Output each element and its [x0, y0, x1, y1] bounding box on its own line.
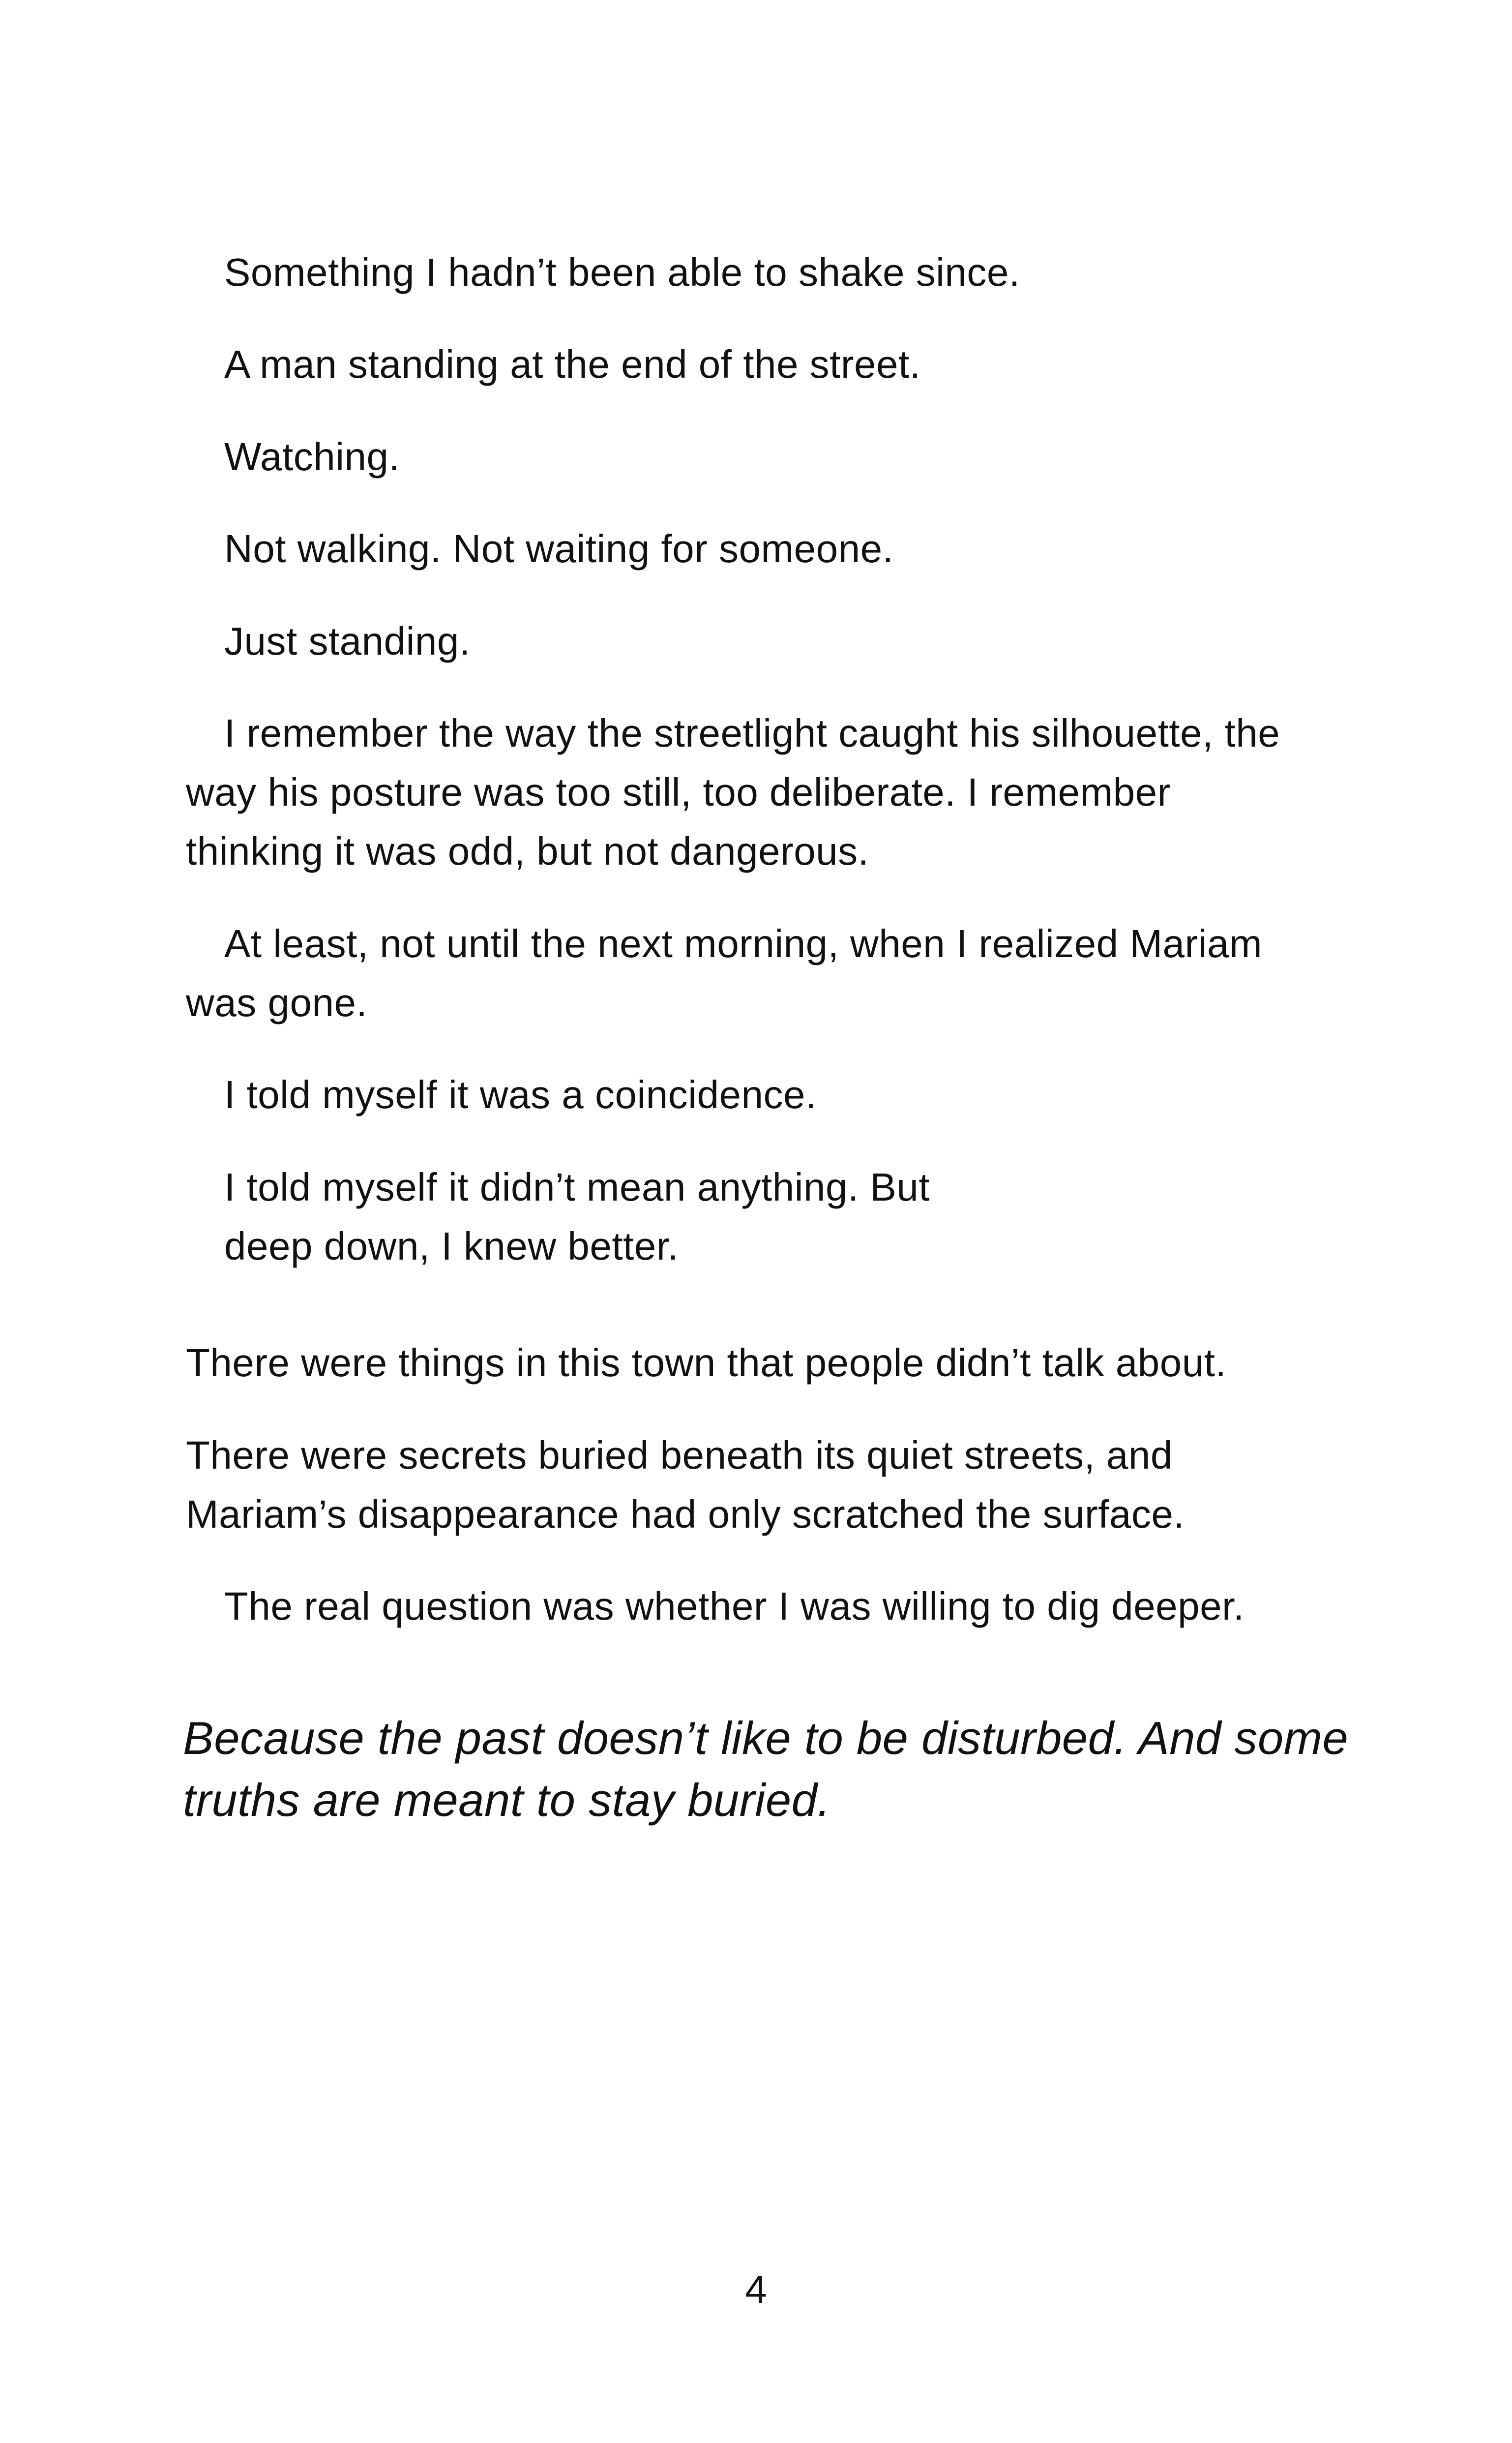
paragraph-line: Just standing.	[224, 619, 471, 663]
closing-line: Because the past doesn’t like to be disturbed. And some	[183, 1712, 1349, 1764]
paragraph-line: was gone.	[186, 981, 368, 1025]
paragraph-line: deep down, I knew better.	[224, 1224, 679, 1268]
paragraph-line: Mariam’s disappearance had only scratched the surface.	[186, 1492, 1185, 1536]
page-number: 4	[745, 2267, 767, 2311]
paragraph-line: There were secrets buried beneath its quiet streets, and	[186, 1433, 1173, 1477]
paragraph-line: Something I hadn’t been able to shake since.	[224, 250, 1020, 294]
paragraph-line: A man standing at the end of the street.	[224, 342, 921, 386]
paragraph-line: Not walking. Not waiting for someone.	[224, 527, 894, 571]
closing-line: truths are meant to stay buried.	[183, 1774, 830, 1826]
paragraph-line: The real question was whether I was willing to dig deeper.	[224, 1584, 1245, 1628]
paragraph-line: Watching.	[224, 435, 400, 479]
paragraph-line: I told myself it didn’t mean anything. But	[224, 1165, 930, 1209]
paragraph-line: thinking it was odd, but not dangerous.	[186, 829, 869, 873]
paragraph-line: I remember the way the streetlight caught his silhouette, the	[224, 711, 1280, 755]
paragraph-line: There were things in this town that people didn’t talk about.	[186, 1341, 1227, 1385]
paragraph-line: I told myself it was a coincidence.	[224, 1073, 817, 1116]
paragraph-line: At least, not until the next morning, when I realized Mariam	[224, 922, 1263, 965]
paragraph-line: way his posture was too still, too deliberate. I remember	[186, 770, 1171, 814]
